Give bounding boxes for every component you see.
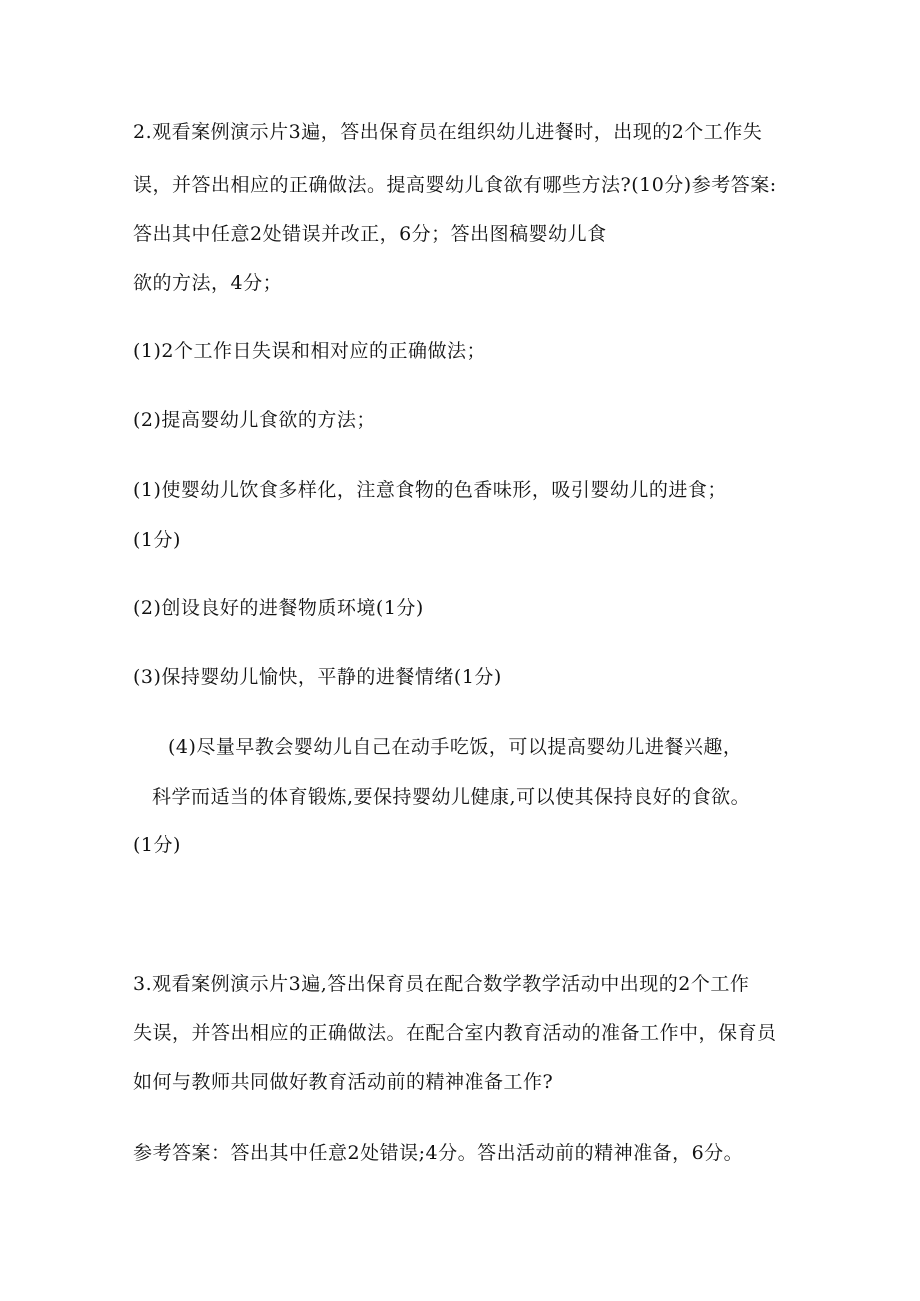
q2-answer-line-2: 欲的方法，4分； — [133, 272, 283, 294]
q3-answer: 参考答案：答出其中任意2处错误;4分。答出活动前的精神准备，6分。 — [133, 1142, 744, 1164]
q2-method-1-line-2: (1分) — [133, 529, 181, 551]
q2-method-1-line-1: (1)使婴幼儿饮食多样化，注意食物的色香味形，吸引婴幼儿的进食； — [133, 479, 727, 501]
q2-question-line-2: 误，并答出相应的正确做法。提高婴幼儿食欲有哪些方法?(10分)参考答案: — [133, 174, 777, 196]
q2-question-line-1: 2.观看案例演示片3遍，答出保育员在组织幼儿进餐时，出现的2个工作失 — [133, 121, 763, 143]
q2-method-4-line-1: (4)尽量早教会婴幼儿自己在动手吃饭，可以提高婴幼儿进餐兴趣， — [168, 736, 743, 758]
q2-method-3: (3)保持婴幼儿愉快，平静的进餐情绪(1分) — [133, 666, 502, 688]
q2-part-2: (2)提高婴幼儿食欲的方法； — [133, 409, 376, 431]
q3-question-line-2: 失误，并答出相应的正确做法。在配合室内教育活动的准备工作中，保育员 — [133, 1022, 777, 1044]
q2-method-2: (2)创设良好的进餐物质环境(1分) — [133, 597, 424, 619]
q2-part-1: (1)2个工作日失误和相对应的正确做法； — [133, 340, 487, 362]
q3-question-line-1: 3.观看案例演示片3遍,答出保育员在配合数学教学活动中出现的2个工作 — [133, 973, 750, 995]
q2-method-4-line-2: 科学而适当的体育锻炼,要保持婴幼儿健康,可以使其保持良好的食欲。 — [152, 786, 751, 808]
q2-method-4-line-3: (1分) — [133, 834, 181, 856]
q2-answer-line-1: 答出其中任意2处错误并改正，6分；答出图稿婴幼儿食 — [133, 223, 607, 245]
q3-question-line-3: 如何与教师共同做好教育活动前的精神准备工作? — [133, 1071, 554, 1093]
